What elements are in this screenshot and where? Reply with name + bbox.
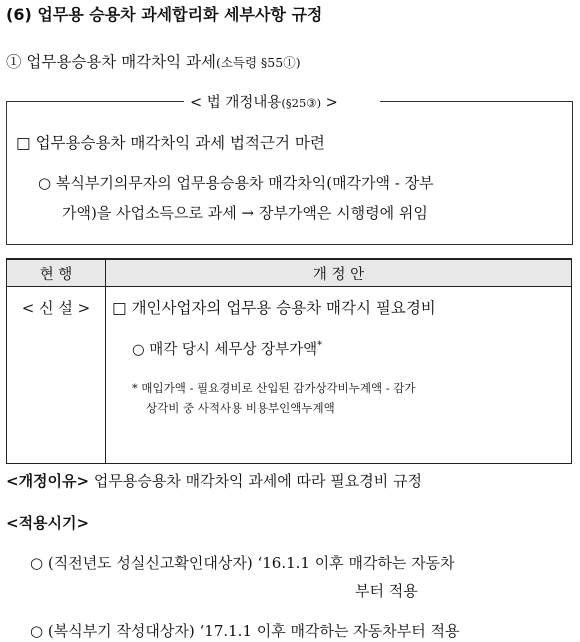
law-box-title-end: >	[321, 95, 338, 111]
apply-label: <적용시기>	[6, 514, 90, 532]
reason-label: <개정이유>	[6, 472, 90, 490]
subsection-title	[6, 50, 301, 72]
revised-bullet-text: ○ 매각 당시 세무상 장부가액	[132, 342, 318, 358]
current-cell	[7, 287, 106, 464]
column-header-current: 현 행	[7, 259, 106, 287]
law-box-heading: □ 업무용승용차 매각차익 과세 법적근거 마련	[16, 134, 325, 152]
amendment-reason	[6, 470, 422, 491]
subsection-title-text: ① 업무용승용차 매각차익 과세	[6, 53, 216, 71]
law-box-bullet-line-2: 가액)을 사업소득으로 과세 → 장부가액은 시행령에 위임	[62, 204, 428, 222]
revised-bullet	[132, 338, 322, 359]
law-box-bullet-line-1: ○ 복식부기의무자의 업무용승용차 매각차익(매각가액 - 장부	[38, 174, 434, 192]
table-header-row	[7, 259, 572, 287]
column-header-revised: 개 정 안	[106, 259, 572, 287]
apply-item-1: ○ (직전년도 성실신고확인대상자) ‘16.1.1 이후 매각하는 자동차	[30, 554, 455, 572]
subsection-ref: (소득령 §55①)	[215, 55, 301, 70]
footnote-line-1: * 매입가액 - 필요경비로 산입된 감가상각비누계액 - 감가	[132, 381, 416, 395]
law-box-title-text: < 법 개정내용	[190, 95, 282, 111]
apply-item-1-continued: 부터 적용	[355, 582, 418, 600]
reason-text: 업무용승용차 매각차익 과세에 따라 필요경비 규정	[89, 472, 423, 490]
revision-table	[6, 258, 572, 464]
table-body-row	[7, 287, 572, 464]
current-value: < 신 설 >	[21, 299, 91, 317]
revised-cell	[106, 287, 572, 464]
footnote-line-2: 상각비 중 사적사용 비용부인액누계액	[146, 401, 335, 415]
revised-heading: □ 개인사업자의 업무용 승용차 매각시 필요경비	[112, 299, 436, 317]
apply-item-2: ○ (복식부기 작성대상자) ‘17.1.1 이후 매각하는 자동차부터 적용	[30, 622, 460, 640]
application-period-heading	[6, 512, 89, 533]
law-box-title-ref: (§25③)	[281, 96, 322, 110]
footnote-mark: *	[317, 340, 323, 352]
section-title: (6) 업무용 승용차 과세합리화 세부사항 규정	[6, 5, 323, 24]
law-box-title	[184, 91, 344, 112]
